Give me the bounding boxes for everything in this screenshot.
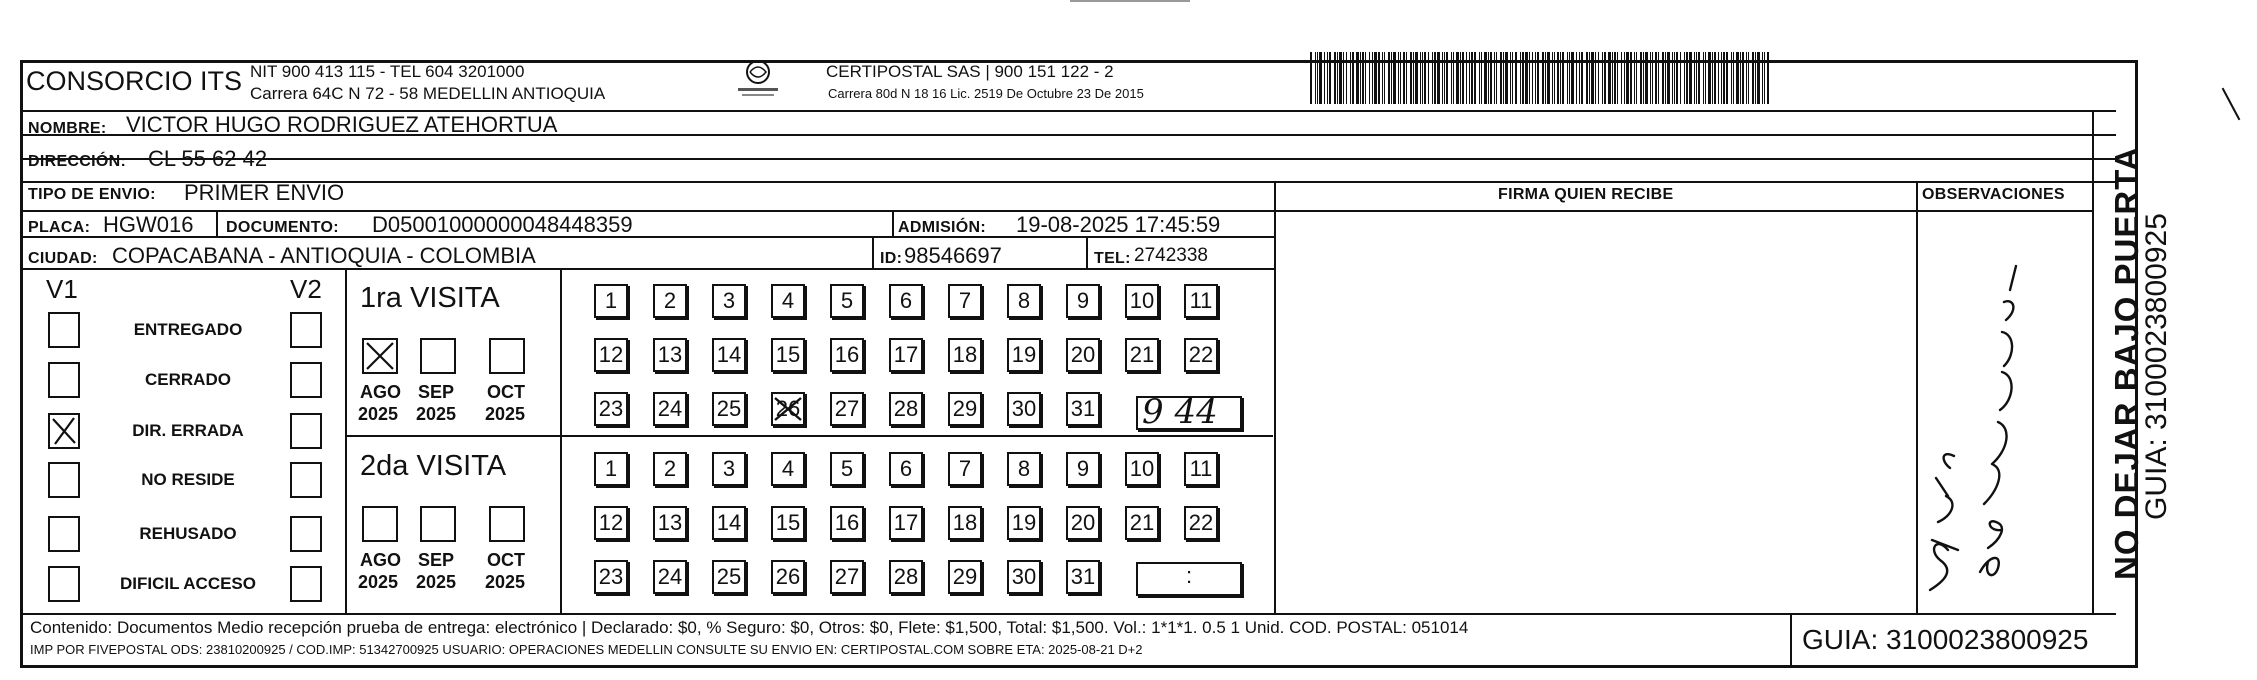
day-box[interactable] <box>830 506 864 540</box>
day-number: 20 <box>1070 342 1096 367</box>
day-number: 3 <box>722 456 736 481</box>
day-number: 11 <box>1189 456 1213 481</box>
day-box[interactable] <box>712 338 746 372</box>
day-box[interactable] <box>771 284 805 318</box>
day-number: 2 <box>663 456 677 481</box>
status-label: ENTREGADO <box>133 320 243 339</box>
scan-mark <box>1070 0 1190 2</box>
day-number: 26 <box>775 396 801 421</box>
day-number: 23 <box>598 396 624 421</box>
tel-label: TEL: <box>1094 250 1131 267</box>
company-line-1: NIT 900 413 115 - TEL 604 3201000 <box>250 62 525 81</box>
status-label: CERRADO <box>145 370 231 389</box>
day-number: 21 <box>1129 342 1155 367</box>
day-number: 1 <box>604 456 618 481</box>
year-label: 2025 <box>358 404 399 424</box>
day-number: 13 <box>657 510 683 535</box>
day-box[interactable] <box>889 392 923 426</box>
tipo-envio-value: PRIMER ENVIO <box>184 180 345 205</box>
day-number: 9 <box>1076 456 1090 481</box>
day-box[interactable] <box>948 506 982 540</box>
month-checkbox[interactable] <box>489 338 525 374</box>
day-box[interactable] <box>948 392 982 426</box>
month-checkbox[interactable] <box>420 338 456 374</box>
day-number: 4 <box>781 456 795 481</box>
day-box[interactable] <box>1007 452 1041 486</box>
day-number: 1 <box>604 288 618 313</box>
firma-label: FIRMA QUIEN RECIBE <box>1498 186 1674 203</box>
day-box[interactable] <box>889 284 923 318</box>
month-label: OCT <box>487 550 525 570</box>
day-box[interactable] <box>830 338 864 372</box>
documento-label: DOCUMENTO: <box>226 219 339 236</box>
day-number: 31 <box>1070 396 1096 421</box>
day-box[interactable] <box>830 392 864 426</box>
month-checkbox[interactable] <box>362 506 398 542</box>
first-visit-title: 1ra VISITA <box>360 282 500 314</box>
v2-label: V2 <box>290 274 322 304</box>
v2-checkbox[interactable] <box>290 312 322 348</box>
day-number: 6 <box>899 456 913 481</box>
day-number: 25 <box>716 396 742 421</box>
placa-value: HGW016 <box>103 212 194 237</box>
month-checkbox[interactable] <box>489 506 525 542</box>
day-box[interactable] <box>830 284 864 318</box>
day-box[interactable] <box>889 506 923 540</box>
day-number: 20 <box>1070 510 1096 535</box>
day-number: 18 <box>952 342 978 367</box>
ciudad-label: CIUDAD: <box>28 250 98 267</box>
day-number: 29 <box>952 564 978 589</box>
day-box[interactable] <box>948 284 982 318</box>
day-number: 22 <box>1188 342 1214 367</box>
v2-checkbox[interactable] <box>290 413 322 449</box>
day-box[interactable] <box>594 506 628 540</box>
year-label: 2025 <box>416 572 457 592</box>
second-visit-title: 2da VISITA <box>360 450 507 482</box>
month-checkbox[interactable] <box>420 506 456 542</box>
month-checkbox[interactable] <box>362 338 398 374</box>
day-box[interactable] <box>1007 284 1041 318</box>
company-name: CONSORCIO ITS <box>26 66 243 96</box>
observation-handwriting <box>1918 250 2042 610</box>
v1-checkbox[interactable] <box>48 312 80 348</box>
placa-label: PLACA: <box>28 219 91 236</box>
year-label: 2025 <box>485 572 526 592</box>
v2-checkbox[interactable] <box>290 516 322 552</box>
month-label: OCT <box>487 382 525 402</box>
month-label: SEP <box>418 550 455 570</box>
day-number: 30 <box>1011 396 1037 421</box>
company-line-2: Carrera 64C N 72 - 58 MEDELLIN ANTIOQUIA <box>250 84 606 103</box>
day-number: 6 <box>899 288 913 313</box>
tipo-envio-label: TIPO DE ENVIO: <box>28 186 156 203</box>
day-box[interactable] <box>653 452 687 486</box>
day-box[interactable] <box>594 392 628 426</box>
guia-vertical: GUIA: 3100023800925 <box>2140 213 2173 520</box>
footer-guia: GUIA: 3100023800925 <box>1802 624 2089 655</box>
day-box[interactable] <box>594 284 628 318</box>
day-number: 9 <box>1076 288 1090 313</box>
v1-checkbox[interactable] <box>48 413 80 449</box>
day-box[interactable] <box>1184 506 1218 540</box>
day-box[interactable] <box>712 506 746 540</box>
tel-value: 2742338 <box>1134 245 1208 266</box>
status-label: REHUSADO <box>139 524 237 543</box>
v1-label: V1 <box>46 274 78 304</box>
day-box[interactable] <box>1184 284 1218 318</box>
day-box[interactable] <box>1066 338 1100 372</box>
day-box[interactable] <box>653 506 687 540</box>
day-number: 11 <box>1189 288 1213 313</box>
day-number: 24 <box>657 564 683 589</box>
day-box[interactable] <box>948 560 982 594</box>
status-label: DIR. ERRADA <box>132 421 244 440</box>
day-number: 16 <box>834 342 860 367</box>
id-label: ID: <box>880 250 903 267</box>
day-number: 12 <box>598 342 624 367</box>
day-number: 17 <box>893 510 919 535</box>
day-box[interactable] <box>771 452 805 486</box>
day-number: 25 <box>716 564 742 589</box>
day-box[interactable] <box>594 338 628 372</box>
v1-checkbox[interactable] <box>48 566 80 602</box>
day-number: 2 <box>663 288 677 313</box>
v1-checkbox[interactable] <box>48 462 80 498</box>
day-box[interactable] <box>594 452 628 486</box>
id-value: 98546697 <box>904 243 1002 268</box>
v1-checkbox[interactable] <box>48 362 80 398</box>
day-number: 27 <box>834 396 860 421</box>
first-visit-time: 9 44 <box>1142 392 1218 432</box>
day-box[interactable] <box>1007 392 1041 426</box>
footer-content-line: Contenido: Documentos Medio recepción prueba de entrega: electrónico | Declarado: $0, % Seguro: $0, Otros: $0, Flete: $1,500, Total: $1,500. Vol.: 1*1*1. 0.5 1 Unid. COD. POSTAL: 051014 <box>30 618 1469 637</box>
day-box[interactable] <box>1184 338 1218 372</box>
partner-line-1: CERTIPOSTAL SAS | 900 151 122 - 2 <box>826 62 1114 81</box>
year-label: 2025 <box>416 404 457 424</box>
day-box[interactable] <box>830 452 864 486</box>
day-box[interactable] <box>1007 338 1041 372</box>
day-number: 29 <box>952 396 978 421</box>
edge-mark <box>2222 88 2241 121</box>
day-box[interactable] <box>1007 560 1041 594</box>
day-number: 19 <box>1011 510 1037 535</box>
day-number: 28 <box>893 564 919 589</box>
day-number: 8 <box>1017 456 1031 481</box>
v2-checkbox[interactable] <box>290 462 322 498</box>
day-number: 12 <box>598 510 624 535</box>
day-box[interactable] <box>889 338 923 372</box>
day-box[interactable] <box>653 560 687 594</box>
day-number: 7 <box>958 456 972 481</box>
day-number: 15 <box>775 510 801 535</box>
partner-line-2: Carrera 80d N 18 16 Lic. 2519 De Octubre 23 De 2015 <box>828 86 1144 101</box>
second-visit-time: : <box>1186 563 1193 588</box>
day-number: 3 <box>722 288 736 313</box>
day-number: 18 <box>952 510 978 535</box>
day-box[interactable] <box>771 506 805 540</box>
day-number: 5 <box>840 288 854 313</box>
day-number: 22 <box>1188 510 1214 535</box>
admision-value: 19-08-2025 17:45:59 <box>1016 212 1221 237</box>
day-box[interactable] <box>1066 392 1100 426</box>
year-label: 2025 <box>485 404 526 424</box>
day-number: 15 <box>775 342 801 367</box>
day-cross-mark <box>773 394 803 432</box>
day-box[interactable] <box>889 452 923 486</box>
day-number: 26 <box>775 564 801 589</box>
day-box[interactable] <box>771 560 805 594</box>
day-number: 23 <box>598 564 624 589</box>
month-label: SEP <box>418 382 455 402</box>
day-number: 5 <box>840 456 854 481</box>
day-number: 4 <box>781 288 795 313</box>
day-box[interactable] <box>1066 284 1100 318</box>
day-number: 30 <box>1011 564 1037 589</box>
day-number: 19 <box>1011 342 1037 367</box>
day-box[interactable] <box>1125 284 1159 318</box>
day-box[interactable] <box>1125 506 1159 540</box>
day-number: 13 <box>657 342 683 367</box>
day-box[interactable] <box>594 560 628 594</box>
status-label: DIFICIL ACCESO <box>119 574 256 593</box>
day-box[interactable] <box>771 392 805 426</box>
day-number: 8 <box>1017 288 1031 313</box>
day-box[interactable] <box>653 284 687 318</box>
day-box[interactable] <box>712 560 746 594</box>
day-box[interactable] <box>653 392 687 426</box>
documento-value: D05001000000048448359 <box>372 212 633 237</box>
day-box[interactable] <box>830 560 864 594</box>
month-label: AGO <box>360 382 402 402</box>
observaciones-label: OBSERVACIONES <box>1922 186 2065 203</box>
day-number: 14 <box>716 342 742 367</box>
day-box[interactable] <box>889 560 923 594</box>
ciudad-value: COPACABANA - ANTIOQUIA - COLOMBIA <box>112 243 536 268</box>
day-number: 31 <box>1070 564 1096 589</box>
v1-checkbox[interactable] <box>48 516 80 552</box>
day-box[interactable] <box>1066 560 1100 594</box>
direccion-label: DIRECCIÓN: <box>28 153 127 170</box>
day-box[interactable] <box>771 338 805 372</box>
day-number: 24 <box>657 396 683 421</box>
footer-print-line: IMP POR FIVEPOSTAL ODS: 23810200925 / COD.IMP: 51342700925 USUARIO: OPERACIONES MEDELLIN CONSULTE SU ENVIO EN: CERTIPOSTAL.COM SOBRE ETA: 2025-08-21 D+2 <box>30 642 1143 657</box>
day-box[interactable] <box>1007 506 1041 540</box>
day-box[interactable] <box>1184 452 1218 486</box>
day-box[interactable] <box>1066 452 1100 486</box>
day-number: 10 <box>1129 456 1155 481</box>
day-box[interactable] <box>712 392 746 426</box>
day-number: 16 <box>834 510 860 535</box>
day-box[interactable] <box>948 338 982 372</box>
year-label: 2025 <box>358 572 399 592</box>
day-number: 27 <box>834 564 860 589</box>
direccion-value: CL 55 62 42 <box>148 146 268 171</box>
month-label: AGO <box>360 550 402 570</box>
admision-label: ADMISIÓN: <box>898 219 987 236</box>
day-box[interactable] <box>653 338 687 372</box>
status-label: NO RESIDE <box>141 470 235 489</box>
no-dejar-bajo-puerta: NO DEJAR BAJO PUERTA <box>2108 146 2145 580</box>
nombre-value: VICTOR HUGO RODRIGUEZ ATEHORTUA <box>126 112 558 137</box>
day-number: 21 <box>1129 510 1155 535</box>
day-number: 28 <box>893 396 919 421</box>
v2-checkbox[interactable] <box>290 566 322 602</box>
day-box[interactable] <box>1125 338 1159 372</box>
day-number: 14 <box>716 510 742 535</box>
day-box[interactable] <box>948 452 982 486</box>
day-number: 17 <box>893 342 919 367</box>
day-box[interactable] <box>712 284 746 318</box>
day-number: 10 <box>1129 288 1155 313</box>
day-number: 7 <box>958 288 972 313</box>
v2-checkbox[interactable] <box>290 362 322 398</box>
day-box[interactable] <box>1125 452 1159 486</box>
day-box[interactable] <box>1066 506 1100 540</box>
day-box[interactable] <box>712 452 746 486</box>
nombre-label: NOMBRE: <box>28 120 107 137</box>
